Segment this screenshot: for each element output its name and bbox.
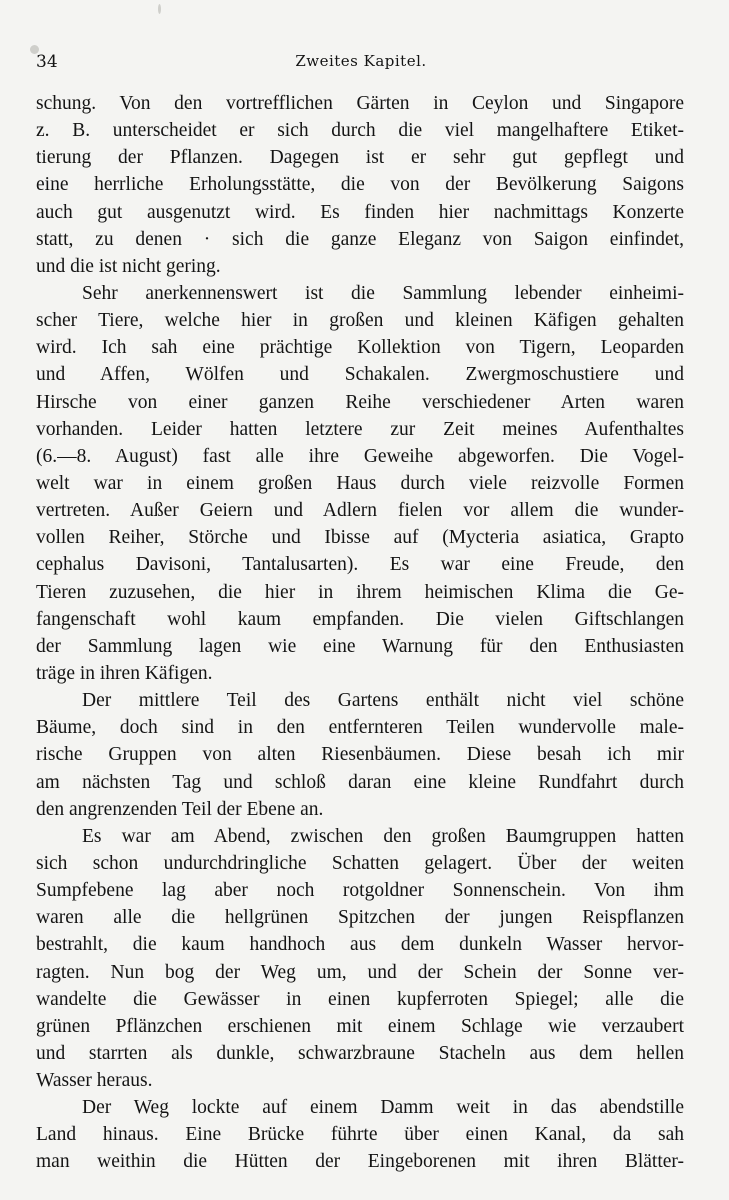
text-line: Der mittlere Teil des Gartens enthält nicht viel schöne xyxy=(82,690,684,712)
text-line: und starrten als dunkle, schwarzbraune Stacheln aus dem hellen xyxy=(36,1042,684,1064)
paper-speck xyxy=(158,4,161,14)
text-line: fangenschaft wohl kaum empfanden. Die vielen Giftschlangen xyxy=(36,608,684,630)
text-line: cephalus Davisoni, Tantalusarten). Es war eine Freude, den xyxy=(36,554,684,576)
page-header xyxy=(36,52,686,76)
text-line: vertreten. Außer Geiern und Adlern fielen vor allem die wunder- xyxy=(36,500,684,522)
text-line: und die ist nicht gering. xyxy=(36,255,221,277)
text-line: Der Weg lockte auf einem Damm weit in das abendstille xyxy=(82,1097,684,1119)
text-line: z. B. unterscheidet er sich durch die viel mangelhaftere Etiket- xyxy=(36,120,684,142)
text-line: sich schon undurchdringliche Schatten gelagert. Über der weiten xyxy=(36,852,684,874)
body-text xyxy=(36,90,684,1176)
text-line: am nächsten Tag und schloß daran eine kleine Rundfahrt durch xyxy=(36,771,684,793)
text-line: vorhanden. Leider hatten letztere zur Zeit meines Aufenthaltes xyxy=(36,418,684,440)
text-line: (6.—8. August) fast alle ihre Geweihe abgeworfen. Die Vogel- xyxy=(36,445,684,467)
text-line: Tieren zuzusehen, die hier in ihrem heimischen Klima die Ge- xyxy=(36,581,684,603)
text-line: träge in ihren Käfigen. xyxy=(36,662,213,684)
text-line: Sumpfebene lag aber noch rotgoldner Sonnenschein. Von ihm xyxy=(36,880,684,902)
text-line: statt, zu denen · sich die ganze Eleganz von Saigon einfindet, xyxy=(36,228,684,250)
page-number: 34 xyxy=(36,52,58,72)
text-line: auch gut ausgenutzt wird. Es finden hier nachmittags Konzerte xyxy=(36,201,684,223)
text-line: wird. Ich sah eine prächtige Kollektion von Tigern, Leoparden xyxy=(36,337,684,359)
text-line: waren alle die hellgrünen Spitzchen der jungen Reispflanzen xyxy=(36,907,684,929)
text-line: schung. Von den vortrefflichen Gärten in Ceylon und Singapore xyxy=(36,93,684,114)
text-line: Sehr anerkennenswert ist die Sammlung lebender einheimi- xyxy=(82,282,684,304)
text-line: Wasser heraus. xyxy=(36,1070,153,1092)
text-line: vollen Reiher, Störche und Ibisse auf (Mycteria asiatica, Grapto xyxy=(36,527,684,549)
text-line: Land hinaus. Eine Brücke führte über einen Kanal, da sah xyxy=(36,1124,684,1146)
text-line: wandelte die Gewässer in einen kupferroten Spiegel; alle die xyxy=(36,988,684,1010)
text-line: scher Tiere, welche hier in großen und kleinen Käfigen gehalten xyxy=(36,310,684,332)
text-line: Es war am Abend, zwischen den großen Baumgruppen hatten xyxy=(82,825,684,847)
text-line: bestrahlt, die kaum handhoch aus dem dunkeln Wasser hervor- xyxy=(36,934,684,956)
text-line: welt war in einem großen Haus durch viele reizvolle Formen xyxy=(36,472,684,494)
running-head: Zweites Kapitel. xyxy=(295,52,427,70)
text-line: grünen Pflänzchen erschienen mit einem Schlage wie verzaubert xyxy=(36,1015,684,1037)
text-line: rische Gruppen von alten Riesenbäumen. Diese besah ich mir xyxy=(36,744,684,766)
text-line: eine herrliche Erholungsstätte, die von der Bevölkerung Saigons xyxy=(36,174,684,196)
text-line: Bäume, doch sind in den entfernteren Teilen wundervolle male- xyxy=(36,717,684,739)
text-line: Hirsche von einer ganzen Reihe verschiedener Arten waren xyxy=(36,391,684,413)
text-line: der Sammlung lagen wie eine Warnung für den Enthusiasten xyxy=(36,635,684,657)
text-line: und Affen, Wölfen und Schakalen. Zwergmoschustiere und xyxy=(36,364,684,386)
text-line: ragten. Nun bog der Weg um, und der Schein der Sonne ver- xyxy=(36,961,684,983)
text-line: man weithin die Hütten der Eingeborenen mit ihren Blätter- xyxy=(36,1151,684,1173)
text-line: den angrenzenden Teil der Ebene an. xyxy=(36,798,324,820)
text-line: tierung der Pflanzen. Dagegen ist er sehr gut gepflegt und xyxy=(36,147,684,169)
